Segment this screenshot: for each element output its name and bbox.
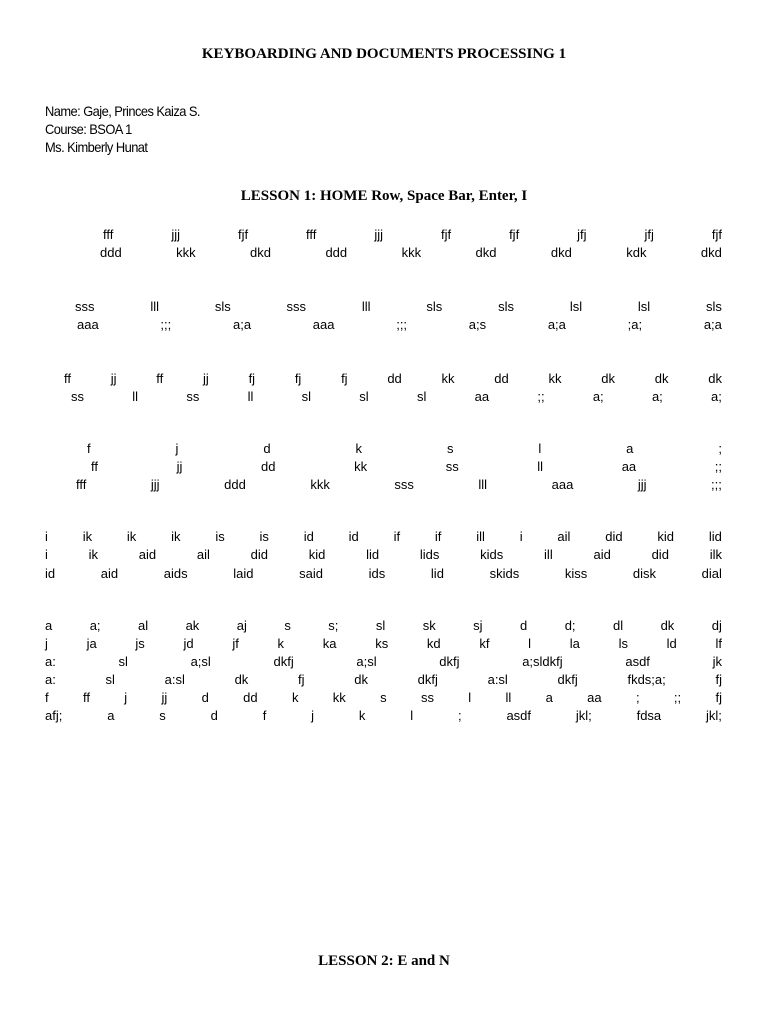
drill-word: ; [635,690,640,705]
drill-word: sls [214,299,231,314]
drill-word: sl [105,672,115,687]
drill-word: ; [457,708,462,723]
drill-word: a;sldkfj [522,654,563,669]
drill-word: fjf [440,227,452,242]
drill-word: aj [236,618,247,633]
drill-word: ak [185,618,200,633]
drill-word: i [45,529,48,544]
drill-word: d [263,441,271,456]
drill-row [64,370,722,388]
drill-word: afj; [45,708,63,723]
drill-word: ik [126,529,137,544]
drill-word: l [468,690,472,705]
drill-word: a [45,618,53,633]
drill-word: d [201,690,209,705]
drill-word: ff [64,371,71,386]
drill-word: a;a [232,317,252,332]
drill-word: kid [657,529,675,544]
drill-word: kkk [176,245,196,260]
drill-row [45,635,722,653]
drill-row [45,617,722,635]
drill-word: jk [712,654,722,669]
drill-word: is [215,529,225,544]
drill-word: ;;; [160,317,172,332]
drill-word: ff [156,371,164,386]
drill-word: disk [632,566,656,581]
drill-word: l [538,441,542,456]
drill-word: ;; [537,389,545,404]
drill-row [77,316,722,334]
drill-word: jjj [150,477,160,492]
drill-word: al [137,618,149,633]
drill-word: lll [478,477,488,492]
drill-word: dkd [475,245,497,260]
drill-word: ids [368,566,386,581]
drill-word: f [45,690,49,705]
drill-word: a; [711,389,722,404]
drill-word: dkfj [273,654,294,669]
drill-word: sls [706,299,722,314]
drill-word: aaa [312,317,335,332]
drill-word: kk [548,371,562,386]
drill-word: j [124,690,128,705]
drill-word: ;;; [711,477,722,492]
drill-word: ;; [714,459,722,474]
drill-word: id [348,529,359,544]
drill-word: s [159,708,166,723]
drill-word: ll [132,389,139,404]
drill-word: if [434,529,442,544]
drill-word: aaa [77,317,99,332]
drill-word: laid [233,566,254,581]
drill-word: jjj [374,227,384,242]
drill-word: i [519,529,523,544]
drill-word: kd [426,636,441,651]
drill-word: lid [430,566,444,581]
drill-word: jf [232,636,239,651]
drill-word: i [45,547,48,562]
drill-word: la [569,636,580,651]
drill-word: sl [375,618,386,633]
drill-word: jd [183,636,194,651]
drill-word: fj [248,371,256,386]
drill-word: lid [708,529,722,544]
drill-word: fff [103,227,114,242]
drill-row [45,653,722,671]
drill-word: sss [75,299,95,314]
drill-word: ks [375,636,389,651]
drill-word: dkd [250,245,272,260]
drill-word: sl [359,389,369,404]
drill-row [103,226,722,244]
drill-word: ll [537,459,544,474]
student-info [45,102,200,156]
drill-word: ik [82,529,93,544]
drill-word: ddd [325,245,348,260]
drill-word: is [259,529,269,544]
drill-row [45,671,722,689]
drill-word: jj [161,690,168,705]
drill-word: s [380,690,387,705]
drill-word: d [210,708,218,723]
drill-word: f [262,708,267,723]
drill-word: ilk [709,547,722,562]
drill-word: lid [366,547,380,562]
drill-word: dd [243,690,258,705]
drill-word: d; [564,618,576,633]
drill-word: dkd [700,245,722,260]
drill-word: a:sl [164,672,185,687]
drill-word: dk [354,672,368,687]
drill-word: kk [441,371,455,386]
drill-word: ;;; [396,317,408,332]
drill-word: ik [171,529,181,544]
drill-word: a [107,708,115,723]
drill-word: kkk [310,477,330,492]
drill-word: a [626,441,634,456]
drill-word: fff [76,477,87,492]
drill-word: fdsa [636,708,662,723]
drill-word: kf [479,636,490,651]
drill-row [45,565,722,583]
drill-word: lsl [637,299,651,314]
drill-row [45,528,722,546]
drill-word: dkfj [439,654,460,669]
drill-row [100,244,722,262]
drill-word: aa [587,690,602,705]
drill-word: a;s [468,317,487,332]
drill-word: fj [341,371,348,386]
drill-word: ff [82,690,90,705]
drill-word: jjj [171,227,180,242]
drill-word: dk [234,672,249,687]
drill-word: kk [332,690,346,705]
drill-word: dd [261,459,276,474]
drill-word: ill [544,547,553,562]
drill-word: if [393,529,401,544]
drill-word: ld [666,636,677,651]
drill-word: a;a [547,317,566,332]
drill-word: k [358,708,366,723]
drill-word: ka [322,636,337,651]
drill-word: j [311,708,315,723]
drill-word: a:sl [487,672,508,687]
drill-word: s [284,618,291,633]
drill-word: id [45,566,56,581]
drill-word: dk [654,371,669,386]
drill-word: sl [118,654,128,669]
drill-word: a;a [703,317,722,332]
drill-word: k [291,690,299,705]
drill-word: jfj [577,227,587,242]
drill-word: aid [138,547,157,562]
drill-word: aaa [551,477,574,492]
drill-word: ss [420,690,434,705]
drill-word: sss [394,477,414,492]
drill-word: dkfj [557,672,578,687]
drill-word: ll [505,690,512,705]
drill-word: ja [86,636,97,651]
drill-word: aa [474,389,490,404]
drill-word: a; [651,389,663,404]
drill-word: lll [361,299,371,314]
drill-word: ill [476,529,485,544]
drill-word: sl [301,389,312,404]
document-title: KEYBOARDING AND DOCUMENTS PROCESSING 1 [201,46,567,62]
drill-word: ll [247,389,254,404]
drill-word: j [175,441,179,456]
lesson-1-heading: LESSON 1: HOME Row, Space Bar, Enter, I [240,188,528,204]
drill-row [45,546,722,564]
student-name: Name: Gaje, Princes Kaiza S. [45,103,200,119]
drill-word: dd [494,371,509,386]
drill-word: lf [715,636,722,651]
drill-word: l [410,708,414,723]
drill-word: ss [71,389,84,404]
drill-word: kid [308,547,326,562]
drill-word: dd [387,371,402,386]
drill-word: a;sl [356,654,377,669]
drill-word: a [545,690,553,705]
drill-word: ss [186,389,200,404]
drill-word: asdf [625,654,650,669]
drill-word: js [135,636,145,651]
drill-word: aid [100,566,119,581]
drill-word: ddd [100,245,122,260]
drill-word: kiss [564,566,588,581]
drill-word: s [446,441,454,456]
drill-word: l [528,636,532,651]
drill-word: dj [711,618,722,633]
drill-word: fff [306,227,317,242]
drill-word: f [87,441,91,456]
drill-row [45,689,722,707]
drill-word: jj [110,371,117,386]
drill-word: lll [150,299,159,314]
drill-word: fkds;a; [627,672,666,687]
drill-word: ddd [224,477,246,492]
drill-word: fj [715,690,722,705]
drill-word: aa [621,459,637,474]
drill-word: skids [489,566,520,581]
drill-word: a; [592,389,604,404]
drill-word: fj [715,672,722,687]
drill-word: ss [445,459,459,474]
drill-word: ik [88,547,99,562]
drill-word: jj [176,459,183,474]
drill-word: k [277,636,285,651]
drill-word: fjf [711,227,722,242]
drill-word: fjf [237,227,249,242]
drill-word: kdk [626,245,647,260]
drill-word: a: [45,654,56,669]
drill-word: jfj [644,227,654,242]
drill-word: id [303,529,314,544]
drill-word: sls [426,299,443,314]
drill-word: did [605,529,623,544]
drill-word: ; [718,441,722,456]
drill-word: aid [593,547,611,562]
drill-word: did [651,547,669,562]
drill-word: said [299,566,324,581]
drill-word: fjf [509,227,520,242]
drill-word: kids [480,547,504,562]
drill-word: did [250,547,269,562]
drill-row [45,707,722,725]
drill-word: dkd [550,245,572,260]
drill-word: aids [163,566,188,581]
drill-word: ls [618,636,628,651]
drill-word: dl [612,618,624,633]
drill-word: lids [419,547,440,562]
drill-word: d [520,618,528,633]
drill-row [75,298,722,316]
drill-row [87,440,722,458]
drill-word: lsl [569,299,583,314]
drill-word: ;; [673,690,682,705]
lesson-2-heading: LESSON 2: E and N [318,953,450,969]
drill-word: sl [416,389,427,404]
drill-word: dkfj [417,672,438,687]
student-course: Course: BSOA 1 [45,121,132,137]
drill-word: kk [354,459,368,474]
drill-word: asdf [506,708,532,723]
drill-word: sk [422,618,436,633]
drill-row [76,476,722,494]
drill-word: dk [660,618,675,633]
drill-row [71,388,722,406]
drill-word: dk [601,371,615,386]
drill-word: jkl; [575,708,592,723]
drill-word: ;a; [627,317,643,332]
drill-word: dk [708,371,722,386]
drill-word: a: [45,672,56,687]
drill-word: a; [89,618,101,633]
teacher-name: Ms. Kimberly Hunat [45,139,148,155]
drill-word: jj [203,371,209,386]
drill-word: a;sl [190,654,211,669]
drill-word: k [355,441,363,456]
drill-word: jkl; [706,708,722,723]
drill-word: sls [498,299,514,314]
drill-word: s; [328,618,339,633]
drill-word: jjj [637,477,647,492]
drill-word: ail [196,547,210,562]
drill-word: ff [91,459,98,474]
drill-word: sj [473,618,483,633]
drill-word: ail [557,529,571,544]
drill-word: fj [298,672,305,687]
drill-word: kkk [401,245,422,260]
drill-word: fj [294,371,302,386]
drill-word: sss [286,299,307,314]
drill-word: dial [701,566,722,581]
drill-word: j [45,636,48,651]
drill-row [91,458,722,476]
